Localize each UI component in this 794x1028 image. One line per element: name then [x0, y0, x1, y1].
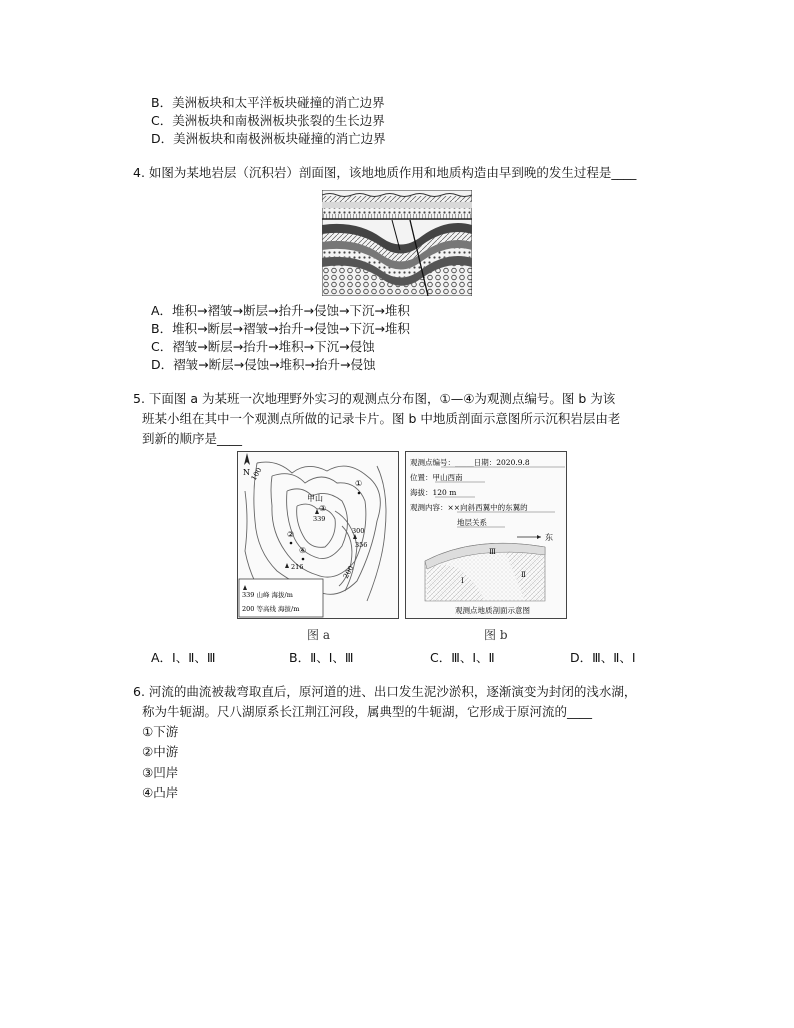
q5-stem-line-3: 到新的顺序是____	[142, 431, 243, 446]
q3-option-c: C．美洲板块和南极洲板块张裂的生长边界	[151, 113, 385, 128]
q4-option-a: A．堆积→褶皱→断层→抬升→侵蚀→下沉→堆积	[151, 303, 410, 318]
q4-strata-figure	[322, 190, 472, 296]
peak-label-216: 216	[291, 563, 304, 571]
q4-stem: 4. 如图为某地岩层（沉积岩）剖面图，该地地质作用和地质构造由早到晚的发生过程是____	[133, 165, 637, 180]
q4-option-c: C．褶皱→断层→抬升→堆积→下沉→侵蚀	[151, 339, 375, 354]
legend-peak: 339 山峰 海拔/m	[242, 591, 293, 599]
contour-label-200: 200	[341, 564, 356, 580]
card-row-location: 位置：甲山西南	[410, 473, 463, 482]
card-row-altitude: 海拔：120 m	[410, 488, 457, 497]
section-subcaption: 观测点地质剖面示意图	[455, 606, 530, 615]
layer-1-label: Ⅰ	[461, 577, 464, 585]
east-label: 东	[545, 533, 553, 542]
q5-stem-line-2: 班某小组在其中一个观测点所做的记录卡片。图 b 中地质剖面示意图所示沉积岩层由老	[142, 411, 621, 426]
card-row-strata: 地层关系	[457, 518, 487, 527]
contour-label-300: 300	[352, 527, 365, 535]
point-2-label: ②	[287, 530, 295, 539]
mountain-label: 甲山	[307, 494, 323, 503]
north-label: N	[243, 468, 250, 477]
q5-option-d: D．Ⅲ、Ⅱ、Ⅰ	[570, 650, 636, 665]
card-row-id-date: 观测点编号：_____日期：2020.9.8	[410, 458, 530, 467]
point-4-label: ④	[299, 546, 307, 555]
q3-option-b: B．美洲板块和太平洋板块碰撞的消亡边界	[151, 95, 385, 110]
q6-stem-line-2: 称为牛轭湖。尺八湖原系长江荆江河段，属典型的牛轭湖，它形成于原河流的____	[142, 704, 593, 719]
point-1-label: ①	[355, 479, 363, 488]
point-3-label: ③	[319, 504, 327, 513]
q6-item-2: ②中游	[142, 744, 179, 759]
peak-label-356: 356	[355, 541, 368, 549]
q6-item-1: ①下游	[142, 724, 179, 739]
q5-option-a: A．Ⅰ、Ⅱ、Ⅲ	[151, 650, 216, 665]
q6-item-4: ④凸岸	[142, 785, 179, 800]
q6-item-3: ③凹岸	[142, 765, 179, 780]
legend-contour: 200 等高线 海拔/m	[242, 605, 300, 613]
figure-a-contour-map	[237, 451, 399, 619]
q4-option-d: D．褶皱→断层→侵蚀→堆积→抬升→侵蚀	[151, 357, 376, 372]
figure-b-record-card	[405, 451, 567, 619]
peak-label-339: 339	[313, 515, 326, 523]
card-row-content: 观测内容：××向斜西翼中的东翼的	[410, 503, 528, 512]
layer-3-label: Ⅲ	[489, 548, 496, 556]
q5-stem-line-1: 5. 下面图 a 为某班一次地理野外实习的观测点分布图，①—④为观测点编号。图 b 为该	[133, 391, 616, 406]
q5-option-b: B．Ⅱ、Ⅰ、Ⅲ	[289, 650, 354, 665]
q6-stem-line-1: 6. 河流的曲流被裁弯取直后，原河道的进、出口发生泥沙淤积，逐渐演变为封闭的浅水湖，	[133, 684, 637, 699]
layer-2-label: Ⅱ	[521, 571, 526, 579]
q4-option-b: B．堆积→断层→褶皱→抬升→侵蚀→下沉→堆积	[151, 321, 410, 336]
figure-a-caption: 图 a	[307, 628, 330, 642]
figure-b-caption: 图 b	[484, 628, 508, 642]
contour-label-100: 100	[249, 466, 264, 482]
q5-option-c: C．Ⅲ、Ⅰ、Ⅱ	[430, 650, 495, 665]
q3-option-d: D．美洲板块和南极洲板块碰撞的消亡边界	[151, 131, 386, 146]
